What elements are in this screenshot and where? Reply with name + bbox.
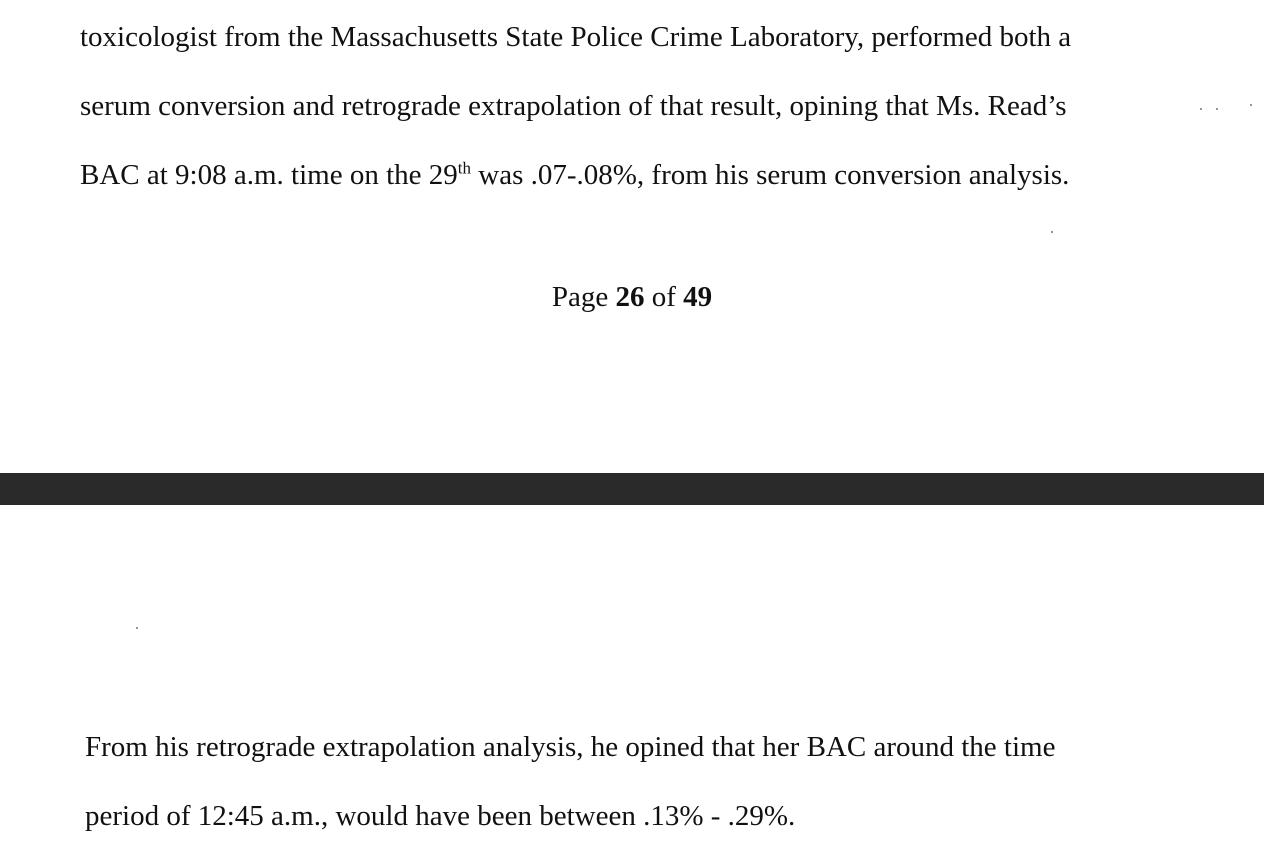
page-number-current: 26 (615, 281, 645, 313)
body-text-line-3-end: was .07-.08%, from his serum conversion analysis. (471, 159, 1070, 191)
body-text-line-2: serum conversion and retrograde extrapolation of that result, opining that Ms. Read’s (80, 90, 1067, 122)
body-text-line-3-start: BAC at 9:08 a.m. time on the 29 (80, 159, 458, 191)
page-number-prefix: Page (551, 281, 616, 313)
body-text-line-1: toxicologist from the Massachusetts State Police Crime Laboratory, performed both a (80, 21, 1072, 53)
scan-speck (1051, 231, 1053, 233)
page-separator (0, 473, 1264, 505)
body-text-line-4: From his retrograde extrapolation analysis, he opined that her BAC around the time (85, 731, 1056, 763)
page-number-of: of (644, 281, 684, 313)
scan-speck (1250, 104, 1252, 106)
page-number (0, 280, 1264, 314)
body-text-line-3 (80, 158, 1069, 192)
scan-speck (136, 627, 138, 629)
scan-speck (1200, 108, 1202, 110)
page-number-total: 49 (683, 281, 713, 313)
body-text-line-5: period of 12:45 a.m., would have been between .13% - .29%. (85, 800, 796, 832)
document-page-bottom (0, 505, 1264, 848)
scan-speck (1216, 108, 1218, 110)
ordinal-suffix: th (457, 158, 471, 178)
